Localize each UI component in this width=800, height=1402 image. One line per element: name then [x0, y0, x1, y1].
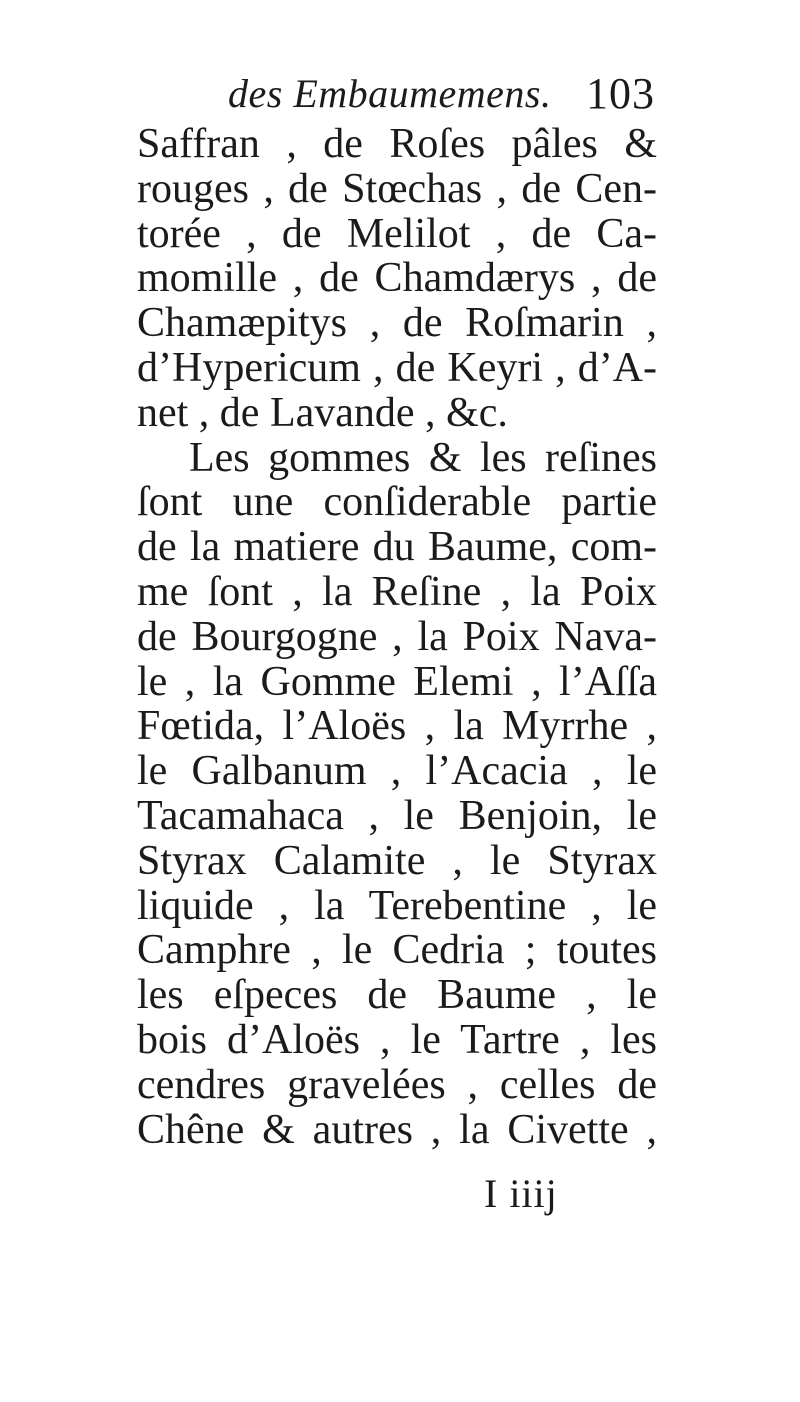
- page-number: 103: [586, 69, 655, 118]
- text-line: net , de Lavande , &c.: [137, 389, 508, 436]
- text-line: Fœtida, l’Aloës , la Myrrhe ,: [137, 703, 657, 750]
- text-line: de Bourgogne , la Poix Nava-: [137, 613, 657, 660]
- running-head: des Embaumemens.: [228, 71, 552, 116]
- text-line: d’Hypericum , de Keyri , d’A-: [137, 344, 657, 391]
- text-line: ſont une conſiderable partie: [137, 479, 657, 526]
- text-line: momille , de Chamdærys , de: [137, 255, 657, 302]
- text-line: me ſont , la Reſine , la Poix: [137, 568, 657, 615]
- text-line: Tacamahaca , le Benjoin, le: [137, 792, 657, 839]
- text-line: le Galbanum , l’Acacia , le: [137, 748, 657, 795]
- text-line: cendres gravelées , celles de: [137, 1061, 657, 1108]
- text-line: Chamæpitys , de Roſmarin ,: [137, 300, 657, 347]
- text-line: le , la Gomme Elemi , l’Aſſa: [137, 658, 657, 705]
- text-line: Saffran , de Roſes pâles &: [137, 121, 657, 167]
- page-header: [0, 66, 800, 122]
- text-line: torée , de Melilot , de Ca-: [137, 210, 657, 257]
- paragraph-start-line: Les gommes & les reſines: [189, 434, 657, 481]
- signature-mark: I iiij: [484, 1171, 558, 1216]
- text-line: de la matiere du Baume, com-: [137, 524, 657, 571]
- text-line: Styrax Calamite , le Styrax: [137, 837, 657, 884]
- body-text: [137, 122, 657, 1152]
- text-line: Camphre , le Cedria ; toutes: [137, 927, 657, 974]
- text-line: liquide , la Terebentine , le: [137, 882, 657, 929]
- text-line: bois d’Aloës , le Tartre , les: [137, 1016, 657, 1063]
- text-line: Chêne & autres , la Civette ,: [137, 1106, 657, 1153]
- text-line: les eſpeces de Baume , le: [137, 972, 657, 1019]
- text-line: rouges , de Stœchas , de Cen-: [137, 165, 657, 212]
